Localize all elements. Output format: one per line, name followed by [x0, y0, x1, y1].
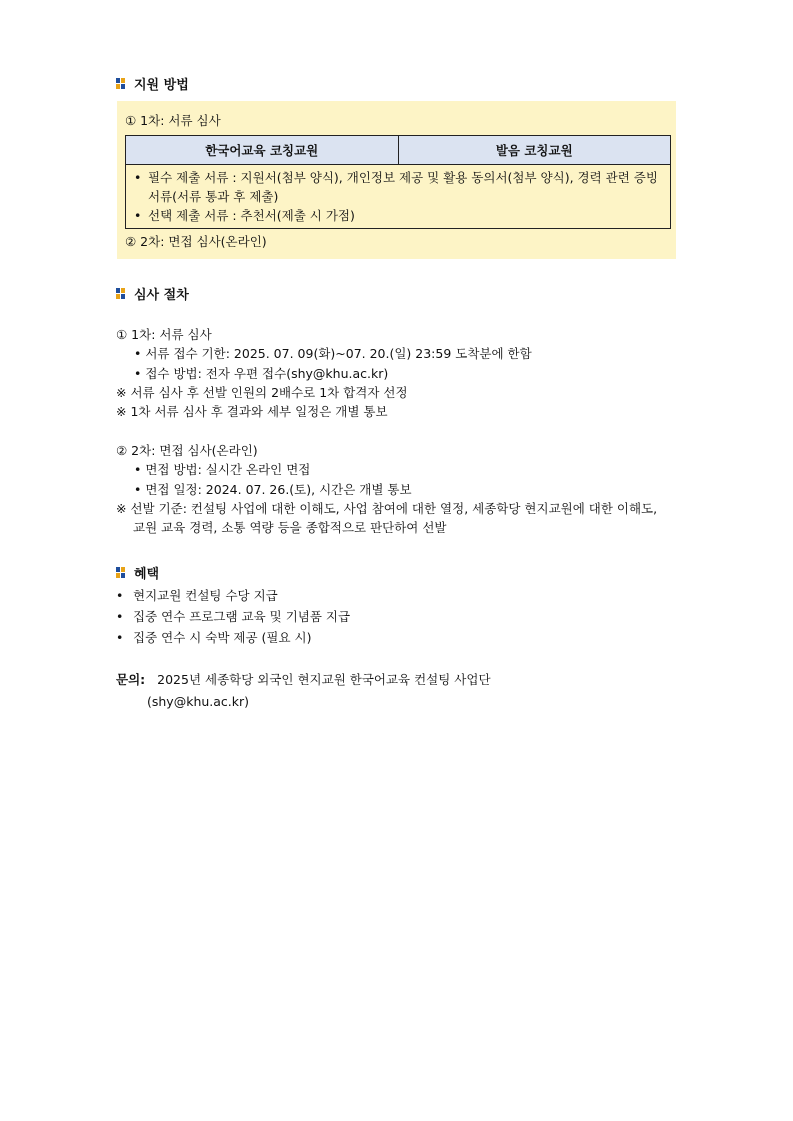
- apply-step1: ① 1차: 서류 심사: [125, 113, 221, 128]
- colored-square-icon: [116, 567, 125, 578]
- list-item: • 필수 제출 서류 : 지원서(첨부 양식), 개인정보 제공 및 활용 동의서(첨부 양식), 경력 관련 증빙 서류(서류 통과 후 제출): [134, 168, 664, 206]
- table-header: [126, 136, 670, 165]
- inquiry-email: (shy@khu.ac.kr): [147, 694, 250, 709]
- section-title-benefits: 혜택: [134, 567, 160, 582]
- document-table: [125, 135, 671, 229]
- list-item: • 면접 일정: 2024. 07. 26.(토), 시간은 개별 통보: [134, 482, 412, 497]
- section-title-procedure: 심사 절차: [134, 288, 189, 303]
- section-title-apply: 지원 방법: [134, 78, 189, 93]
- benefit-text: 집중 연수 프로그램 교육 및 기념품 지급: [133, 609, 351, 624]
- benefit-text: 집중 연수 시 숙박 제공 (필요 시): [133, 630, 312, 645]
- note: ※ 선발 기준: 컨설팅 사업에 대한 이해도, 사업 참여에 대한 열정, 세종학당 현지교원에 대한 이해도,: [116, 501, 658, 516]
- inquiry-label: 문의:: [116, 672, 146, 687]
- procedure-step1: ① 1차: 서류 심사: [116, 327, 212, 342]
- colored-square-icon: [116, 288, 125, 299]
- section-heading-apply: [116, 74, 189, 93]
- benefit-text: 현지교원 컨설팅 수당 지급: [133, 588, 278, 603]
- section-heading-procedure: [116, 284, 189, 303]
- section-heading-benefits: [116, 563, 159, 582]
- inquiry-org: 2025년 세종학당 외국인 현지교원 한국어교육 컨설팅 사업단: [157, 672, 491, 687]
- list-item: • 현지교원 컨설팅 수당 지급: [116, 588, 278, 603]
- inquiry: [116, 670, 491, 689]
- list-item: • 집중 연수 시 숙박 제공 (필요 시): [116, 630, 312, 645]
- list-item: • 접수 방법: 전자 우편 접수(shy@khu.ac.kr): [134, 366, 389, 381]
- list-item: • 면접 방법: 실시간 온라인 면접: [134, 462, 311, 477]
- apply-step2: ② 2차: 면접 심사(온라인): [125, 234, 267, 249]
- list-item: • 집중 연수 프로그램 교육 및 기념품 지급: [116, 609, 351, 624]
- list-item: • 서류 접수 기한: 2025. 07. 09(화)~07. 20.(일) 23:59 도착분에 한함: [134, 346, 532, 361]
- note: ※ 1차 서류 심사 후 결과와 세부 일정은 개별 통보: [116, 404, 388, 419]
- apply-method-box: [117, 101, 676, 259]
- note-continued: 교원 교육 경력, 소통 역량 등을 종합적으로 판단하여 선발: [133, 520, 447, 535]
- note: ※ 서류 심사 후 선발 인원의 2배수로 1차 합격자 선정: [116, 385, 408, 400]
- table-header-pronunciation-coach: 발음 코칭교원: [495, 143, 573, 158]
- list-item: • 선택 제출 서류 : 추천서(제출 시 가점): [134, 206, 664, 225]
- table-header-korean-coach: 한국어교육 코칭교원: [126, 136, 399, 164]
- procedure-step2: ② 2차: 면접 심사(온라인): [116, 443, 258, 458]
- table-body: [126, 165, 670, 228]
- colored-square-icon: [116, 78, 125, 89]
